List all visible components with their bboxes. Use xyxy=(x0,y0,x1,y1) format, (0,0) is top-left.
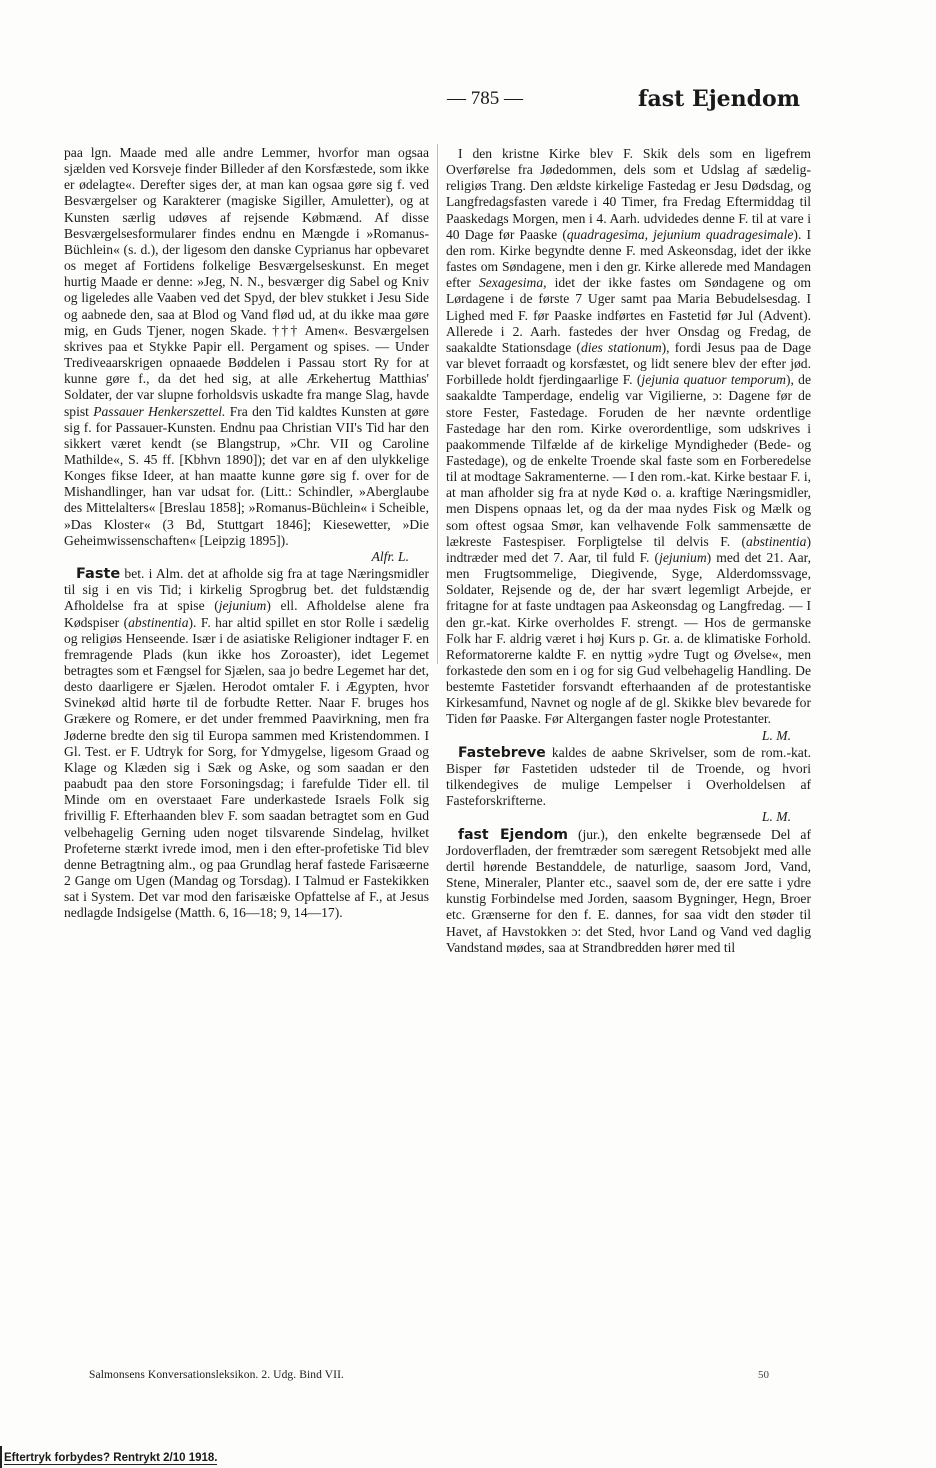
entry-lemma: Fastebreve xyxy=(458,744,546,761)
entry-lemma: fast Ejendom xyxy=(458,826,569,843)
page-footer xyxy=(89,1369,769,1381)
right-column xyxy=(446,145,811,956)
entry-fast-ejendom: fast Ejendom (jur.), den enkelte begrænsede Del af Jordoverfladen, der fremtræder som særegent Retsobjekt med alle dertil hørende Bestanddele, de naturlige, saasom Jord, Vand, Stene, Mineraler, Planter etc., saavel som de, der ere satte i ydre kunstig Forbindelse med Jorden, saasom Bygninger, Hegn, Broer etc. Grænserne for den f. E. dannes, for saa vidt den støder til Havet, af Havstokken ɔ: det Sted, hvor Land og Vand ved daglig Vandstand mødes, saa at Strandbredden hører med til xyxy=(446,826,811,955)
entry-lemma: Faste xyxy=(76,566,121,583)
page-header xyxy=(40,88,800,118)
column-divider xyxy=(437,144,438,664)
left-column xyxy=(64,145,429,922)
printer-signature: 50 xyxy=(758,1369,769,1381)
author-signature: L. M. xyxy=(761,809,791,825)
reprint-note: Eftertryk forbydes? Rentrykt 2/10 1918. xyxy=(4,1452,218,1464)
entry-fastebreve: Fastebreve kaldes de aabne Skrivelser, som de rom.-kat. Bisper før Fastetiden udsteder til de Troende, og hvori tilkendegives de mulige Lempelser i Overholdelsen af Fasteforskrifterne. L. M. xyxy=(446,744,811,825)
entry-faste: Faste bet. i Alm. det at afholde sig fra at tage Næringsmidler til sig i en vis Tid; i kirkelig Sprogbrug bet. det fuldstændig Afholdelse fra at spise (jejunium) ell. Afholdelse alene fra Kødspiser (abstinentia). F. har altid spillet en stor Rolle i sædelig og religiøs Henseende. Især i de asiatiske Religioner indtager F. en fremragende Plads (kun ikke hos Zoroaster), idet Legemet betragtes som et Fængsel for Sjælen, saa jo bedre Legemet har det, desto daarligere er Sjælen. Herodot omtaler F. i Ægypten, hvor Svinekød altid hørte til de forbudte Retter. Naar F. bruges hos Grækere og Romere, er det under fremmed Paavirkning, men fra Jøderne bredte den sig til Europa sammen med Kristendommen. I Gl. Test. er F. Udtryk for Sorg, for Ydmygelse, ligesom Graad og Klage og Klæden sig i Sæk og Aske, og som saadan er den paabudt paa den store Forsoningsdag; i farefulde Tider ell. til Minde om en overstaaet Fare underkastede Israels Folk sig frivillig F. Efterhaanden blev F. som saadan betragtet som en Gud velbehagelig Gerning uden noget tilsvarende Sindelag, hvilket Profeterne stærkt ivrede imod, men i den efter-profetiske Tid blev denne Betragtning alm., og paa Grundlag heraf fastede Farisæerne 2 Gange om Ugen (Mandag og Torsdag). I Talmud er Fastekikken sat i System. Det var mod den farisæiske Opfattelse af F., at Jesus nedlagde Indsigelse (Matth. 6, 16—18; 9, 14—17). xyxy=(64,566,429,921)
paragraph-continued: paa lgn. Maade med alle andre Lemmer, hvorfor man ogsaa sjælden ved Korsveje finder Billeder af den Korsfæstede, som ikke er ødelagte«. Derefter siges der, at man kan ogsaa gøre sig f. ved Besværgelser og Karakterer (magiske Sigiller, Amuletter), og at Kunsten særlig udøves af rejsende Købmænd. Af disse Besværgelsesformularer findes endnu en Mængde i »Romanus-Büchlein« (s. d.), der ligesom den danske Cyprianus har opbevaret os meget af Fortidens folkelige Besværgelseskunst. En meget hurtig Maade er denne: »Jeg, N. N., besværger dig Sabel og Kniv og ligeledes alle Vaaben ved det Spyd, der blev stukket i Jesu Side og aabnede den, saa at Blod og Vand flød ud, at du ikke maa gøre mig, en Guds Tjener, nogen Skade. ††† Amen«. Besværgelsen skrives paa et Stykke Papir ell. Pergament og spises. — Under Trediveaarskrigen opnaaede Bøddelen i Passau stort Ry for at kunne gøre f., da det hed sig, at alle Ærkehertug Matthias' Soldater, der var slupne forholdsvis uskadte fra mange Slag, havde spist Passauer Henkerszettel. Fra den Tid kaldtes Kunsten at gøre sig f. for Passauer-Kunsten. Endnu paa Christian VII's Tid har den sikkert været kendt (se Blangstrup, »Chr. VII og Caroline Mathilde«, S. 45 ff. [Kbhvn 1890]); det var en af den ulykkelige Konges fikse Ideer, at han maatte kunne gøre sig f. over for de Mishandlinger, han var udsat for. (Litt.: Schindler, »Aberglaube des Mittelalters« [Breslau 1858]; »Romanus-Büchlein« i Scheible, »Das Kloster« (3 Bd, Stuttgart 1846]; Kiesewetter, »Die Geheimwissenschaften« [Leipzig 1895]). Alfr. L. xyxy=(64,145,429,564)
author-signature: L. M. xyxy=(761,727,791,743)
scan-edge-mark xyxy=(0,1446,2,1468)
paragraph-faste-cont: I den kristne Kirke blev F. Skik dels som en ligefrem Overførelse fra Jødedommen, dels som et Udslag af sædelig-religiøs Trang. Den ældste kirkelige Fastedag er Jesu Dødsdag, og Langfredagsfasten varede i 40 Timer, fra Fredag Eftermiddag til Paaskedags Morgen, men i 4. Aarh. udvidedes denne F. til at vare i 40 Dage før Paaske (quadragesima, jejunium quadragesimale). I den rom. Kirke begyndte denne F. med Askeonsdag, idet der ikke fastes om Søndagene, men i den gr. Kirke allerede med Mandagen efter Sexagesima, idet der ikke fastes om Søndagene og om Lørdagene i de første 7 Uger samt paa Maria Bebudelsesdag. I Lighed med F. før Paaske indførtes en Fastetid før Jul (Advent). Allerede i 2. Aarh. fastedes der hver Onsdag og Fredag, de saakaldte Stationsdage (dies stationum), fordi Jesus paa de Dage var blevet forraadt og korsfæstet, og lidt senere blev der efter jød. Forbillede holdt fjerdingaarlige F. (jejunia quatuor temporum), de saakaldte Tamperdage, endelig var Vigilierne, ɔ: Dagene før de store Fester, Fastedage. Foruden de her nævnte ordentlige Fastedage har den rom. Kirke overordentlige, som udskrives i paakommende Tilfælde af de kirkelige Myndigheder (Bede- og Fastedage), og de enkelte Troende skal faste som en Forberedelse til at modtage Sakramenterne. — I den rom.-kat. Kirke bestaar F. i, at man afholder sig fra at nyde Kød o. a. kraftige Næringsmidler, men Dispens opnaas let, og da der maa nydes Fisk og Mælk og som oftest ogsaa Smør, kan velhavende Folk sammensætte de lækreste Fastespiser. Forpligtelse til delvis F. (abstinentia) indtræder med det 7. Aar, til fuld F. (jejunium) med det 21. Aar, men Frugtsommelige, Diegivende, Syge, Alderdomssvage, Soldater, Rejsende og de, der har svært legemligt Arbejde, er fritagne for at faste undtagen paa Askeonsdag og Langfredag. — I den gr.-kat. Kirke overholdes F. strengt. — Hos de germanske Folk har F. aldrig været i høj Kurs p. Gr. a. de klimatiske Forhold. Reformatorerne kaldte F. en nyttig »ydre Tugt og Øvelse«, men forkastede den som en i og for sig Gud velbehagelig Handling. De bestemte Fastetider forsvandt efterhaanden af de protestantiske Kirkesamfund, Navnet og nogle af de gl. Skikke blev bevarede for Tiden før Paaske. Før Altergangen faster nogle Protestanter. L. M. xyxy=(446,146,812,743)
author-signature: Alfr. L. xyxy=(371,548,409,564)
running-headword: fast Ejendom xyxy=(638,86,800,112)
source-line: Salmonsens Konversationsleksikon. 2. Udg. Bind VII. xyxy=(89,1369,344,1381)
page-number: — 785 — xyxy=(447,88,523,109)
